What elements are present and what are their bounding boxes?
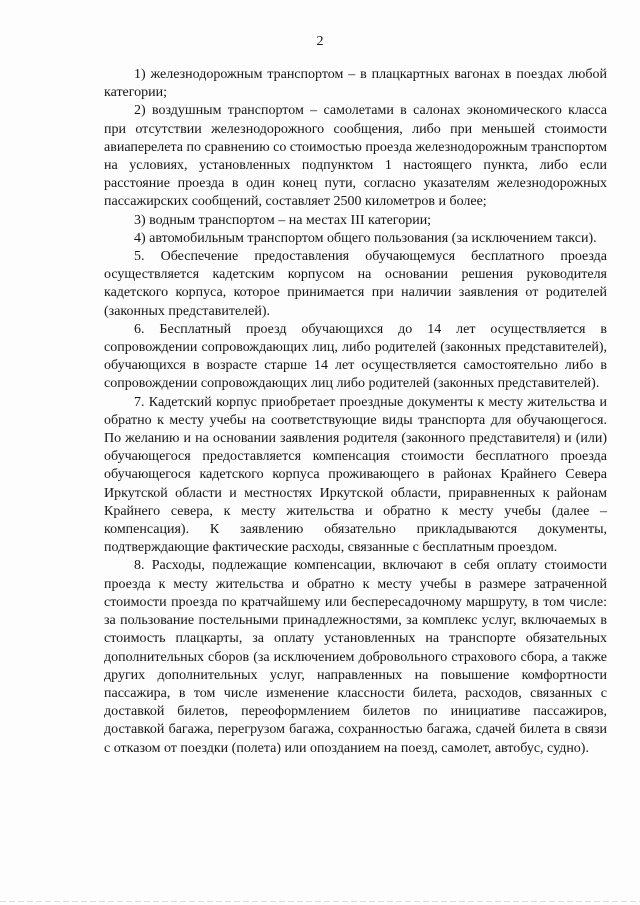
page-number: 2 [316,34,324,49]
document-body [104,66,607,758]
paragraph-item-7: 7. Кадетский корпус приобретает проездные документы к месту жительства и обратно к месту учебы на соответствующие виды транспорта для обучающегося. По желанию и на основании заявления родителя (законного представителя) и (или) обучающегося предоставляется компенсация стоимости бесплатного проезда обучающегося кадетского корпуса проживающего в районах Крайнего Севера Иркутской области и местностях Иркутской области, приравненных к районам Крайнего севера, к месту жительства и обратно к месту учебы (далее – компенсация). К заявлению обязательно прикладываются документы, подтверждающие фактические расходы, связанные с бесплатным проездом. [104,394,607,556]
paragraph-water-transport: 3) водным транспортом – на местах III категории; [134,212,432,228]
paragraph-item-5: 5. Обеспечение предоставления обучающемуся бесплатного проезда осуществляется кадетским корпусом на основании решения руководителя кадетского корпуса, которое принимается при наличии заявления от родителей (законных представителей). [104,249,607,319]
paragraph-item-6: 6. Бесплатный проезд обучающихся до 14 лет осуществляется в сопровождении сопровождающих лиц, либо родителей (законных представителей), обучающихся в возрасте старше 14 лет осуществляется самостоятельно либо в сопровождении сопровождающих лиц либо родителей (законных представителей). [104,321,607,392]
scan-edge-divider [0,901,640,902]
paragraph-road-transport: 4) автомобильным транспортом общего пользования (за исключением такси). [134,230,597,246]
paragraph-air-transport: 2) воздушным транспортом – самолетами в салонах экономического класса при отсутствии железнодорожного сообщения, либо при меньшей стоимости авиаперелета по сравнению со стоимостью проезда железнодорожным транспортом на условиях, установленных подпунктом 1 настоящего пункта, либо если расстояние проезда в один конец пути, согласно указателям железнодорожных пассажирских сообщений, составляет 2500 километров и более; [104,103,607,210]
paragraph-railway-transport: 1) железнодорожным транспортом – в плацкартных вагонах в поездах любой категории; [104,67,607,101]
paragraph-item-8: 8. Расходы, подлежащие компенсации, включают в себя оплату стоимости проезда к месту жительства и обратно к месту учебы в размере затраченной стоимости проезда по кратчайшему или беспересадочному маршруту, в том числе: за пользование постельными принадлежностями, за комплекс услуг, включаемых в стоимость плацкарты, за оплату установленных на транспорте обязательных дополнительных сборов (за исключением добровольного страхового сбора, а также других дополнительных услуг, направленных на повышение комфортности пассажира, в том числе изменение классности билета, расходов, связанных с доставкой билетов, переоформлением билетов по инициативе пассажиров, доставкой багажа, перегрузом багажа, сохранностью багажа, сдачей билета в связи с отказом от поездки (полета) или опозданием на поезд, самолет, автобус, судно). [104,558,607,756]
